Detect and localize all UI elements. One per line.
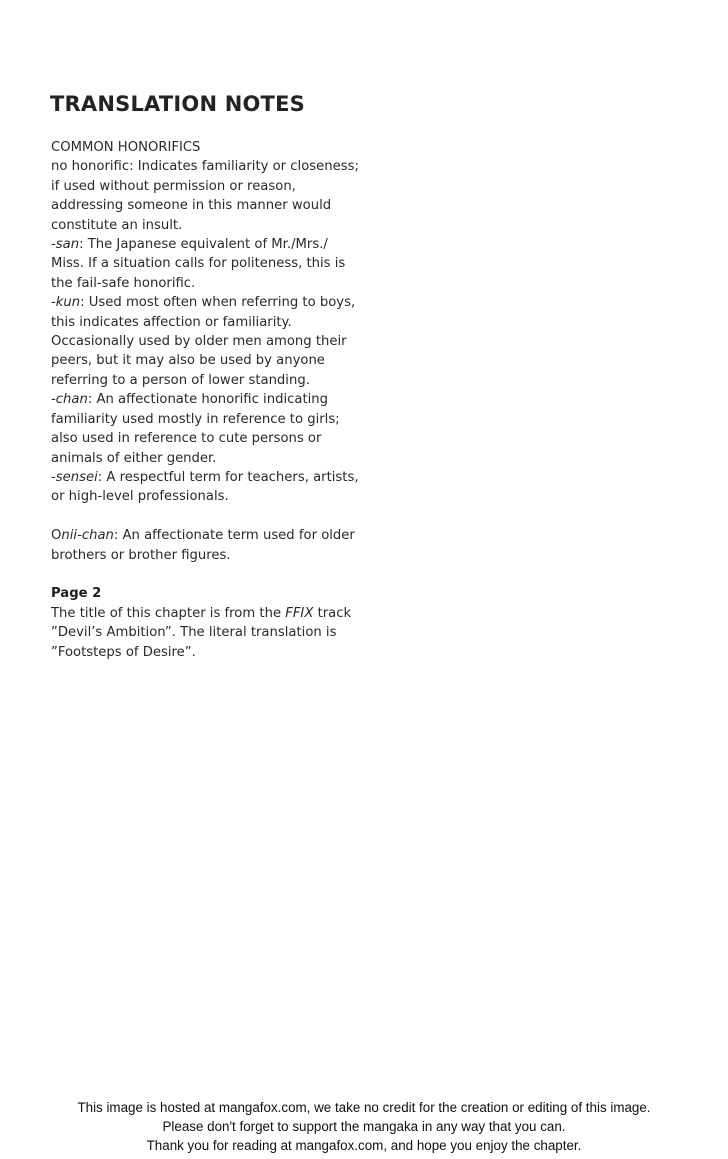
honorific-definition: : An affectionate honorific indicating familiarity used mostly in reference to girls; also used in reference to cute persons or animals of either gender. <box>51 392 340 466</box>
honorific-definition: : The Japanese equivalent of Mr./Mrs./ Miss. If a situation calls for politeness, this is the fail-safe honorific. <box>51 237 346 291</box>
hosting-footer <box>0 1098 728 1155</box>
footer-line-2: Please don't forget to support the mangaka in any way that you can. <box>162 1119 566 1134</box>
honorific-term: no honorific <box>51 159 130 175</box>
footer-line-1: This image is hosted at mangafox.com, we take no credit for the creation or editing of this image. <box>77 1100 651 1115</box>
honorific-entry-kun <box>51 293 361 390</box>
honorific-entry-sensei <box>51 468 361 507</box>
honorific-term: -san <box>51 237 80 253</box>
page-2-label: Page 2 <box>51 586 102 602</box>
honorific-term: -kun <box>51 295 81 311</box>
page-2-note-start: The title of this chapter is from the <box>51 605 286 621</box>
paragraph-gap <box>51 565 361 584</box>
page-2-note-end: track ”Devil’s Ambition”. The literal translation is ”Footsteps of Desire”. <box>51 605 352 660</box>
page-title: TRANSLATION NOTES <box>50 92 305 116</box>
honorific-definition: : A respectful term for teachers, artists, or high-level professionals. <box>51 469 359 505</box>
translation-notes-body <box>51 138 361 662</box>
game-title: FFIX <box>285 605 314 621</box>
onii-definition: : An affectionate term used for older brothers or brother figures. <box>51 528 355 563</box>
page-2-note <box>51 604 361 662</box>
honorific-entry-chan <box>51 390 361 468</box>
onii-lead-letter: O <box>51 528 62 544</box>
paragraph-gap <box>51 507 361 526</box>
honorific-term: -chan <box>51 392 88 408</box>
section-heading-honorifics: COMMON HONORIFICS <box>51 140 201 155</box>
onii-term: nii-chan <box>61 528 114 544</box>
honorific-term: -sensei <box>51 469 98 485</box>
honorific-entry-san <box>51 235 361 293</box>
onii-chan-note <box>51 526 361 565</box>
footer-line-3: Thank you for reading at mangafox.com, and hope you enjoy the chapter. <box>146 1138 582 1153</box>
honorific-definition: : Indicates familiarity or closeness; if used without permission or reason, addressing someone in this manner would constitute an insult. <box>51 159 359 233</box>
honorific-definition: : Used most often when referring to boys, this indicates affection or familiarity. Occasionally used by older men among their peers, but it may also be used by anyone referring to a person of lower standing. <box>51 295 356 388</box>
honorific-entry-none <box>51 157 361 235</box>
